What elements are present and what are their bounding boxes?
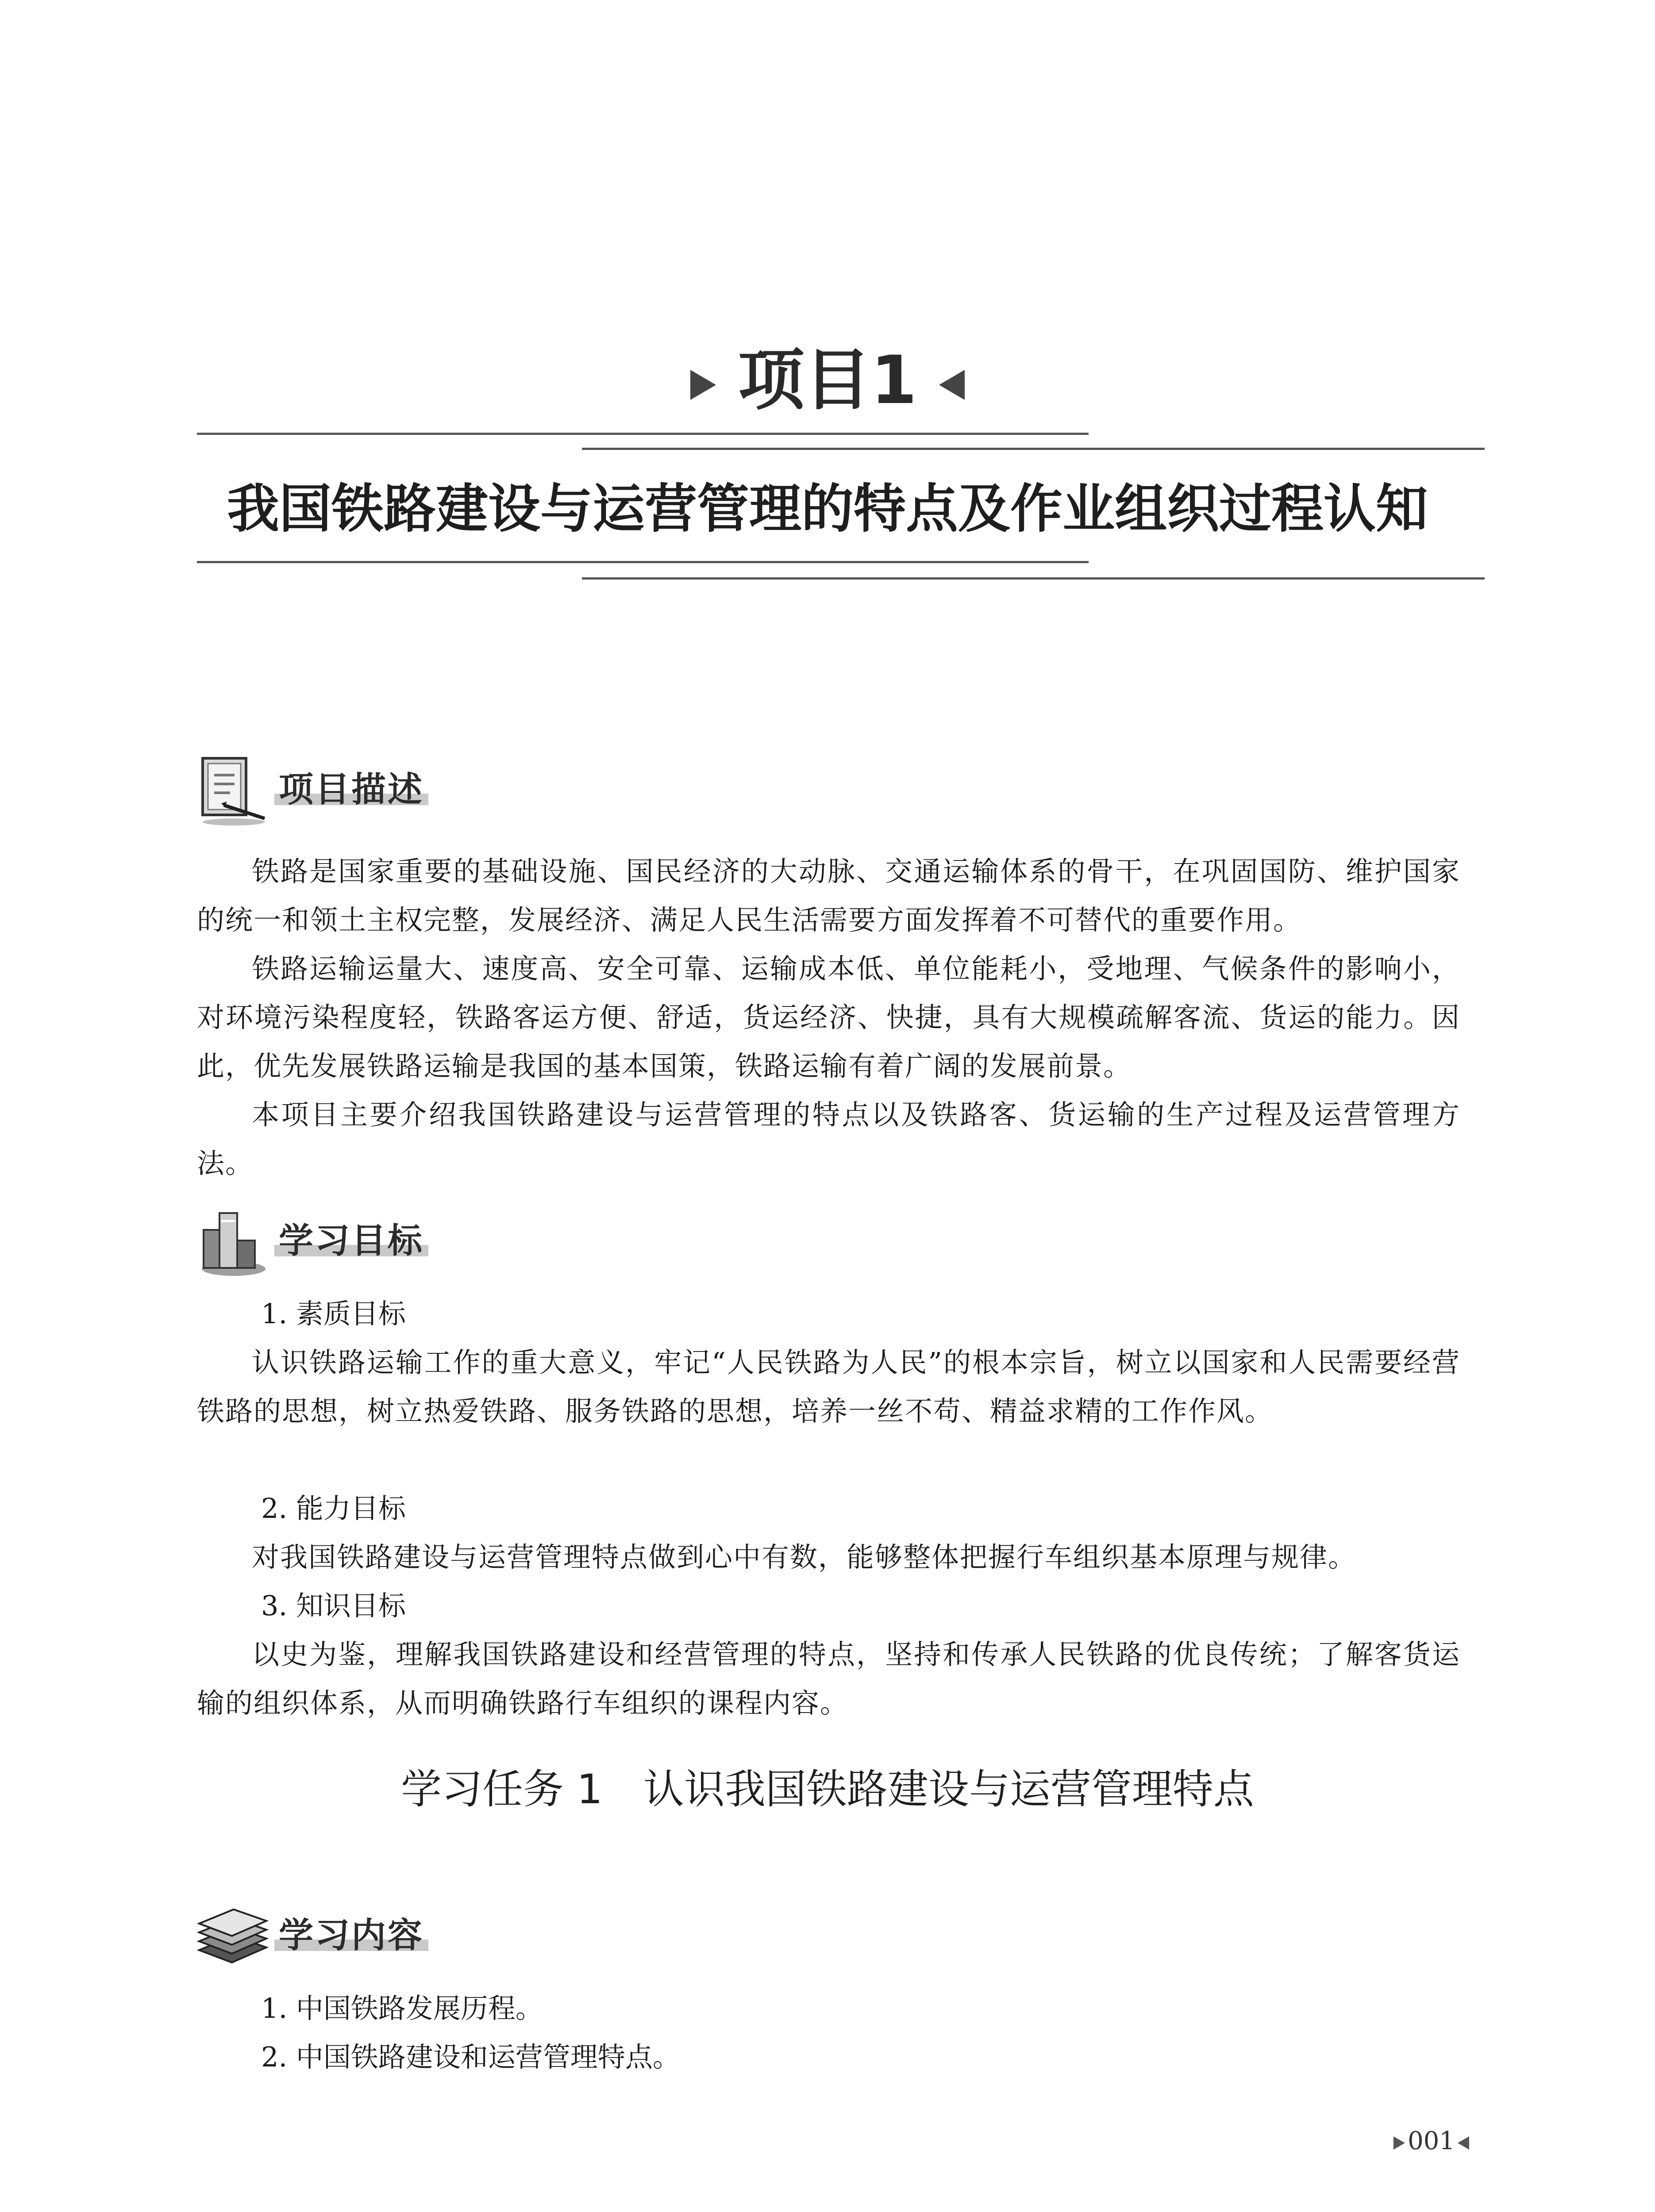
objective-text: 对我国铁路建设与运营管理特点做到心中有数，能够整体把握行车组织基本原理与规律。 <box>252 1541 1357 1573</box>
section-title: 项目描述 <box>274 765 428 814</box>
project-label <box>0 336 1655 425</box>
bar-chart-icon <box>195 1203 270 1279</box>
section-title: 学习内容 <box>274 1911 428 1960</box>
section-title: 学习目标 <box>274 1217 428 1265</box>
title-rule-bottom-right <box>582 577 1485 580</box>
task-title: 学习任务 1 认识我国铁路建设与运营管理特点 <box>401 1766 1254 1813</box>
section-header-learning-objectives <box>195 1203 549 1279</box>
paragraph: 本项目主要介绍我国铁路建设与运营管理的特点以及铁路客、货运输的生产过程及运营管理方法。 <box>197 1098 1460 1179</box>
paragraph: 铁路是国家重要的基础设施、国民经济的大动脉、交通运输体系的骨干，在巩固国防、维护国家的统一和领土主权完整，发展经济、满足人民生活需要方面发挥着不可替代的重要作用。 <box>197 855 1460 936</box>
objective-text: 以史为鉴，理解我国铁路建设和经营管理的特点，坚持和传承人民铁路的优良传统；了解客货运输的组织体系，从而明确铁路行车组织的课程内容。 <box>197 1638 1460 1719</box>
title-rule-bottom-left <box>197 561 1089 563</box>
triangle-left-icon <box>1458 2136 1469 2150</box>
title-rule-top-left <box>197 433 1089 435</box>
title-rule-top-right <box>582 448 1485 450</box>
stacked-books-icon <box>195 1898 270 1973</box>
project-label-text: 项目1 <box>738 342 917 419</box>
page-number-text: 001 <box>1408 2127 1455 2155</box>
objective-title: 3. 知识目标 <box>261 1590 406 1622</box>
list-item: 1. 中国铁路发展历程。 <box>261 1992 543 2024</box>
list-item: 2. 中国铁路建设和运营管理特点。 <box>261 2041 680 2073</box>
objective-title: 2. 能力目标 <box>261 1492 406 1525</box>
paragraph: 铁路运输运量大、速度高、安全可靠、运输成本低、单位能耗小，受地理、气候条件的影响小，对环境污染程度轻，铁路客运方便、舒适，货运经济、快捷，具有大规模疏解客流、货运的能力。因此，优先发展铁路运输是我国的基本国策，铁路运输有着广阔的发展前景。 <box>197 952 1460 1082</box>
section-header-project-description <box>195 752 549 827</box>
page-number <box>1381 2124 1469 2159</box>
section-header-learning-content <box>195 1898 549 1973</box>
document-pen-icon <box>195 752 270 827</box>
objective-text: 认识铁路运输工作的重大意义，牢记“人民铁路为人民”的根本宗旨，树立以国家和人民需要经营铁路的思想，树立热爱铁路、服务铁路的思想，培养一丝不苟、精益求精的工作作风。 <box>197 1346 1460 1427</box>
objective-title: 1. 素质目标 <box>261 1298 406 1330</box>
triangle-right-icon <box>1393 2136 1405 2150</box>
triangle-right-icon <box>690 370 716 400</box>
page-title: 我国铁路建设与运营管理的特点及作业组织过程认知 <box>227 478 1428 539</box>
triangle-left-icon <box>939 370 965 400</box>
